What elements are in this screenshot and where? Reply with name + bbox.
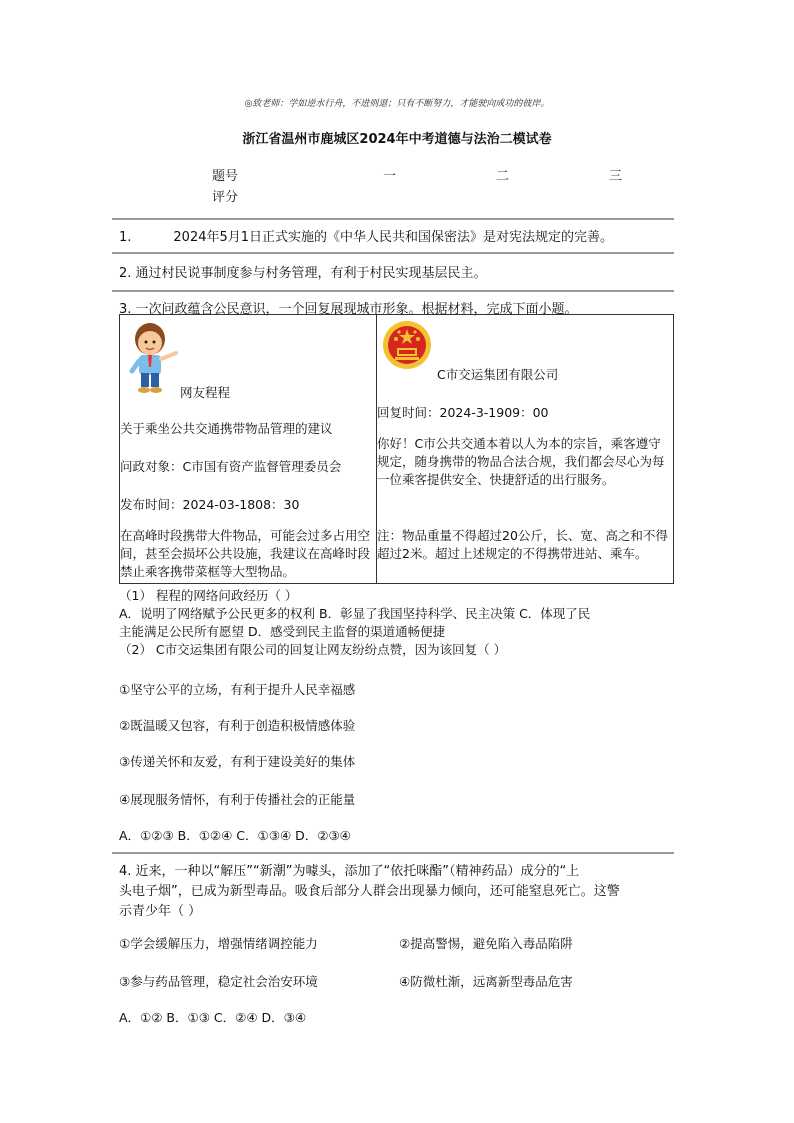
reply-time: 回复时间：2024-3-1909：00 — [377, 405, 549, 420]
netizen-name: 网友程程 — [180, 385, 231, 400]
sub-question-2-item: ③传递关怀和友爱，有利于建设美好的集体 — [119, 754, 356, 769]
cartoon-boy-icon — [124, 317, 182, 395]
question-1-text: 2024年5月1日正式实施的《中华人民共和国保密法》是对宪法规定的完善。 — [173, 230, 614, 245]
score-col-2: 二 — [496, 169, 510, 184]
question-3-stem: 3. 一次问政蕴含公民意识，一个回复展现城市形象。根据材料，完成下面小题。 — [119, 302, 578, 317]
question-4-stem: 4. 近来，一种以“解压”“新潮”为噱头，添加了“依托咪酯”（精神药品）成分的“上 — [119, 864, 580, 879]
sub-question-2-options: A．①②③ B．①②④ C．①③④ D．②③④ — [119, 828, 351, 843]
motto-line: ◎致老师：学如逆水行舟，不进则退；只有不断努力，才能驶向成功的彼岸。 — [244, 99, 550, 109]
divider — [112, 218, 674, 220]
reply-content: 你好！C市公共交通本着以人为本的宗旨，乘客遵守规定，随身携带的物品合法合规，我们都会尽心为每一位乘客提供安全、快捷舒适的出行服务。 — [377, 436, 665, 487]
material-table — [119, 314, 674, 584]
divider — [112, 252, 674, 254]
company-name: C市交运集团有限公司 — [437, 367, 559, 382]
company-reply — [377, 315, 674, 584]
sub-question-2-item: ②既温暖又包容，有利于创造积极情感体验 — [119, 718, 356, 733]
sub-question-2-stem: （2） C市交运集团有限公司的回复让网友纷纷点赞，因为该回复（ ） — [119, 642, 507, 657]
sub-question-2-item: ①坚守公平的立场，有利于提升人民幸福感 — [119, 682, 356, 697]
exam-title: 浙江省温州市鹿城区2024年中考道德与法治二模试卷 — [242, 132, 552, 147]
score-col-3: 三 — [609, 169, 623, 184]
question-4-options: A．①② B．①③ C．②④ D．③④ — [119, 1010, 307, 1025]
post-content: 在高峰时段携带大件物品，可能会过多占用空间，甚至会损坏公共设施，我建议在高峰时段禁止乘客携带菜框等大型物品。 — [120, 528, 371, 579]
score-row-label: 题号 — [212, 169, 239, 184]
divider — [112, 290, 674, 292]
question-4-stem-cont: 头电子烟”，已成为新型毒品。吸食后部分人群会出现暴力倾向，还可能窒息死亡。这警 — [119, 884, 620, 899]
question-1 — [119, 226, 613, 245]
score-col-1: 一 — [383, 169, 397, 184]
divider — [112, 852, 674, 854]
post-time: 发布时间：2024-03-1808：30 — [120, 497, 300, 512]
netizen-post — [120, 315, 377, 584]
post-subject: 关于乘坐公共交通携带物品管理的建议 — [120, 421, 333, 436]
question-2: 2. 通过村民说事制度参与村务管理，有利于村民实现基层民主。 — [119, 266, 487, 281]
question-4-stem-cont: 示青少年（ ） — [119, 904, 202, 919]
sub-question-2-item: ④展现服务情怀，有利于传播社会的正能量 — [119, 792, 356, 807]
sub-question-1-options: A．说明了网络赋予公民更多的权利 B．彰显了我国坚持科学、民主决策 C．体现了民 — [119, 606, 591, 621]
score-row2-label: 评分 — [212, 190, 239, 205]
question-1-number: 1. — [119, 230, 132, 245]
post-target: 问政对象：C市国有资产监督管理委员会 — [120, 459, 342, 474]
question-4-item: ②提高警惕，避免陷入毒品陷阱 — [399, 936, 573, 951]
sub-question-1-stem: （1） 程程的网络问政经历（ ） — [119, 588, 298, 603]
question-4-item: ③参与药品管理，稳定社会治安环境 — [119, 974, 318, 989]
reply-note: 注：物品重量不得超过20公斤，长、宽、高之和不得超过2米。超过上述规定的不得携带进站、乘车。 — [377, 528, 668, 561]
question-4-item: ④防微杜渐，远离新型毒品危害 — [399, 974, 573, 989]
sub-question-1-options-cont: 主能满足公民所有愿望 D．感受到民主监督的渠道通畅便捷 — [119, 624, 446, 639]
national-emblem-icon — [381, 319, 433, 371]
question-4-item: ①学会缓解压力，增强情绪调控能力 — [119, 936, 318, 951]
